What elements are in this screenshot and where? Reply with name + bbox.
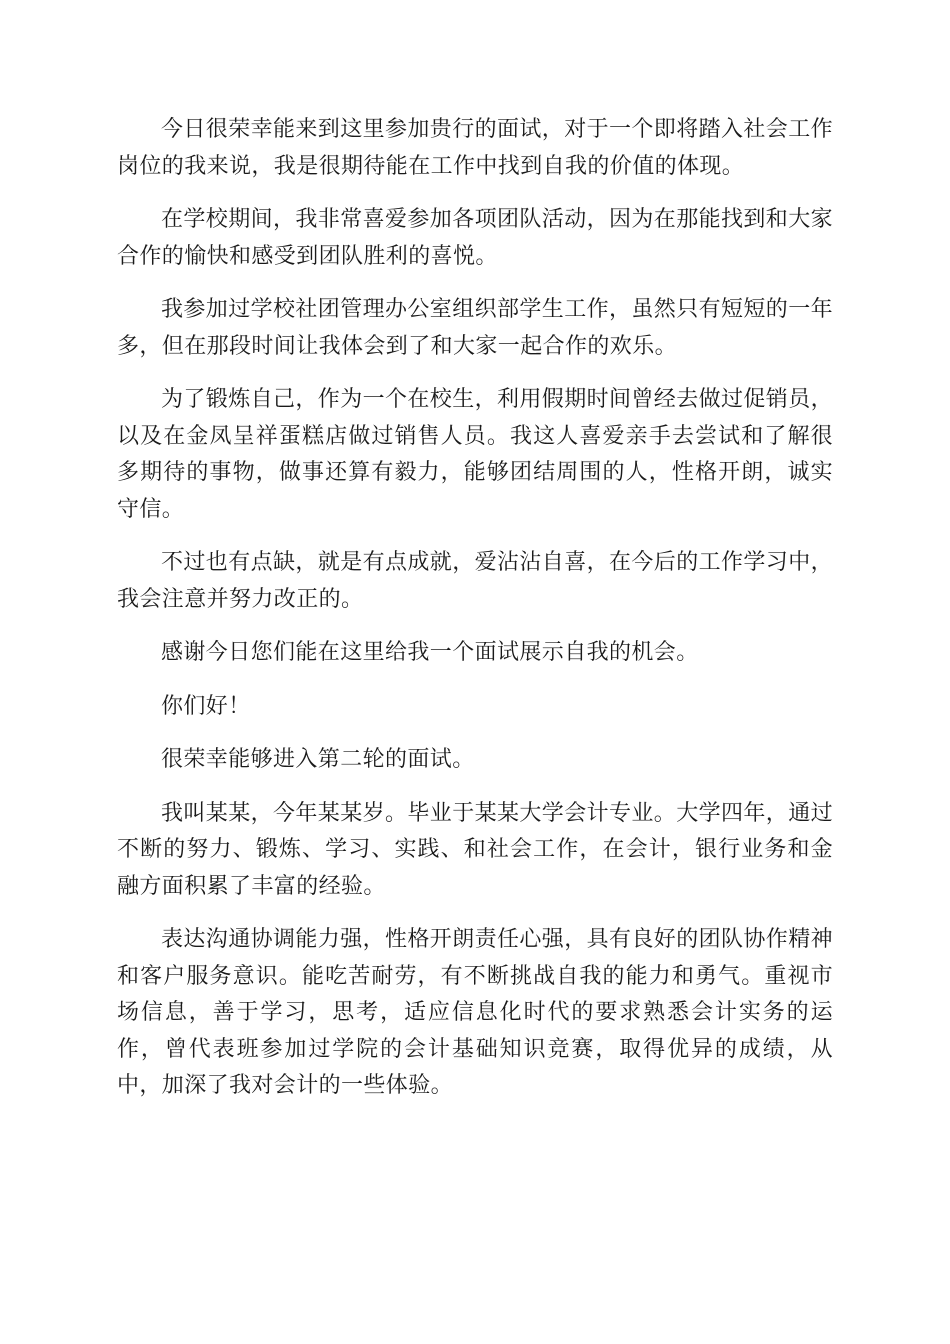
paragraph-8: 很荣幸能够进入第二轮的面试。 [161, 747, 475, 772]
paragraph-3: 我参加过学校社团管理办公室组织部学生工作，虽然只有短短的一年多，但在那段时间让我体会到了和大家一起合作的欢乐。 [117, 297, 834, 359]
paragraph-2: 在学校期间，我非常喜爱参加各项团队活动，因为在那能找到和大家合作的愉快和感受到团队胜利的喜悦。 [117, 207, 834, 269]
paragraph-1: 今日很荣幸能来到这里参加贵行的面试，对于一个即将踏入社会工作岗位的我来说，我是很期待能在工作中找到自我的价值的体现。 [117, 117, 834, 179]
paragraph-10: 表达沟通协调能力强，性格开朗责任心强，具有良好的团队协作精神和客户服务意识。能吃苦耐劳，有不断挑战自我的能力和勇气。重视市场信息，善于学习，思考，适应信息化时代的要求熟悉会计实务的运作，曾代表班参加过学院的会计基础知识竞赛，取得优异的成绩，从中，加深了我对会计的一些体验。 [117, 927, 834, 1098]
paragraph-4: 为了锻炼自己，作为一个在校生，利用假期时间曾经去做过促销员，以及在金凤呈祥蛋糕店做过销售人员。我这人喜爱亲手去尝试和了解很多期待的事物，做事还算有毅力，能够团结周围的人，性格开朗，诚实守信。 [117, 387, 834, 522]
paragraph-9: 我叫某某，今年某某岁。毕业于某某大学会计专业。大学四年，通过不断的努力、锻炼、学习、实践、和社会工作，在会计，银行业务和金融方面积累了丰富的经验。 [117, 800, 834, 899]
paragraph-5: 不过也有点缺，就是有点成就，爱沾沾自喜，在今后的工作学习中，我会注意并努力改正的。 [117, 550, 834, 612]
paragraph-7: 你们好！ [161, 693, 251, 719]
document-body [117, 112, 833, 1122]
paragraph-6: 感谢今日您们能在这里给我一个面试展示自我的机会。 [161, 640, 699, 665]
